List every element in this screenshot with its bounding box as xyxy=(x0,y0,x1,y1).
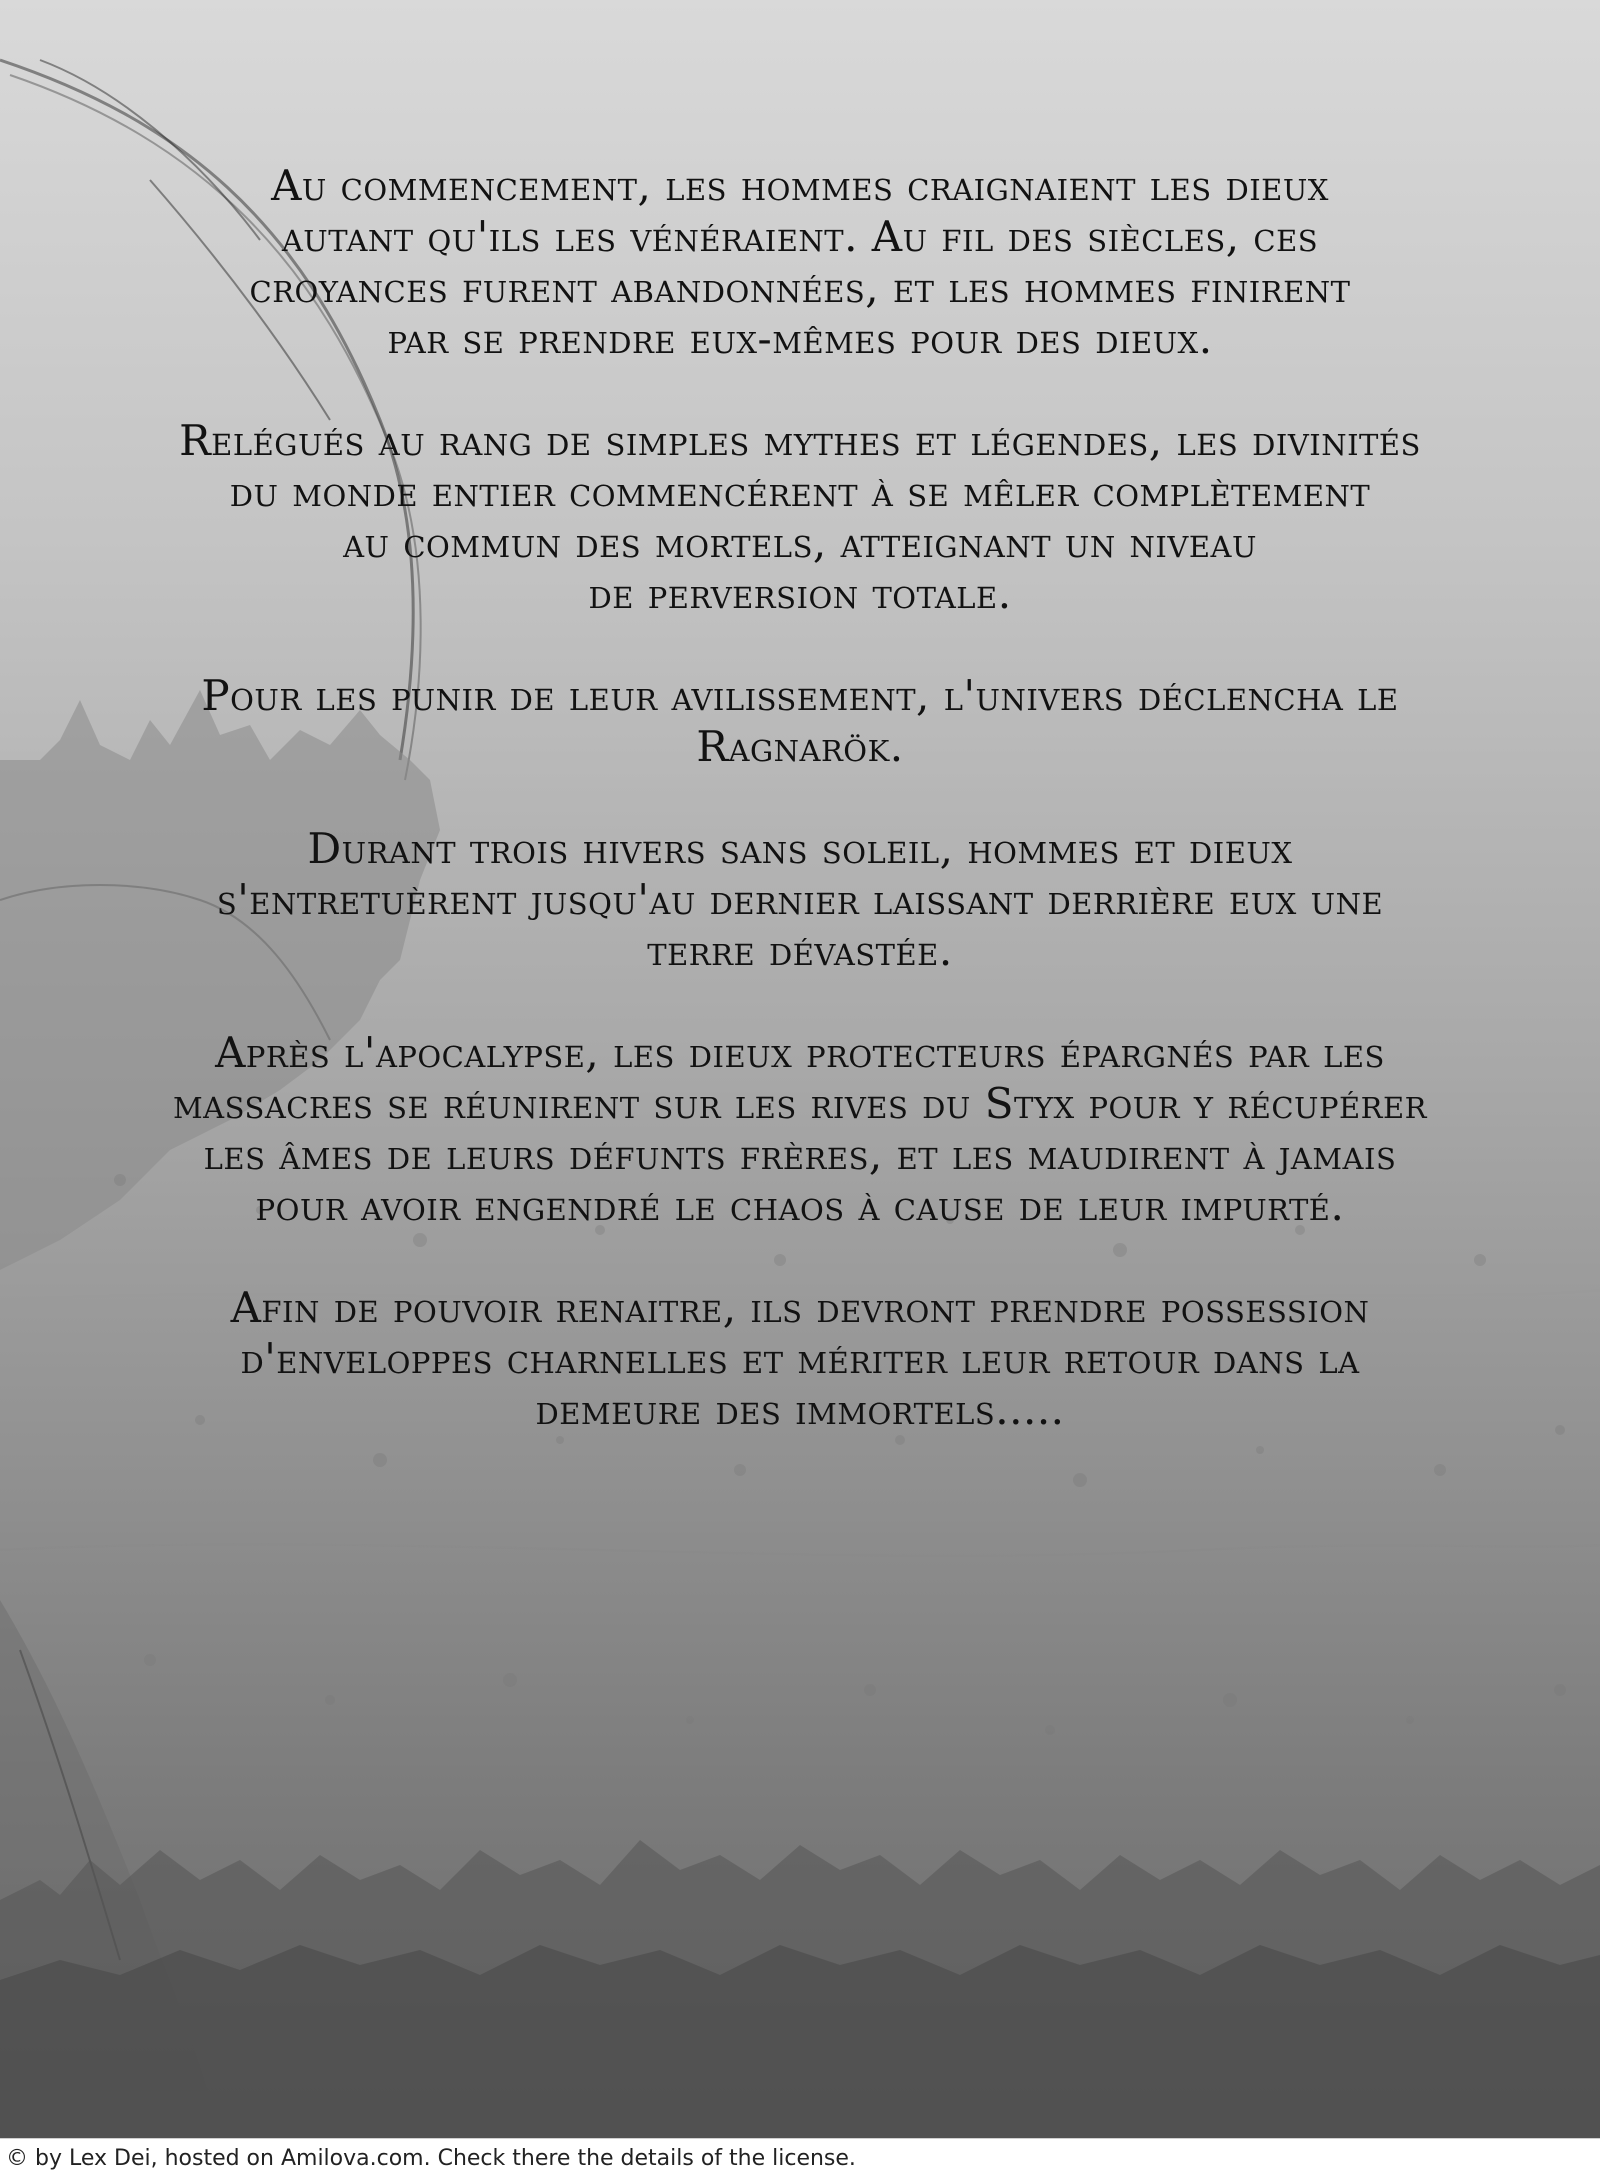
text-line: Durant trois hivers sans soleil, hommes et dieux xyxy=(307,824,1293,873)
text-line: autant qu'ils les vénéraient. Au fil des siècles, ces xyxy=(281,212,1319,261)
story-text xyxy=(0,160,1600,1486)
text-line: terre dévastée. xyxy=(647,926,953,975)
text-line: Pour les punir de leur avilissement, l'univers déclencha le xyxy=(201,671,1399,720)
text-line: pour avoir engendré le chaos à cause de leur impurté. xyxy=(255,1181,1345,1230)
paragraph-6 xyxy=(0,1282,1600,1435)
paragraph-3 xyxy=(0,670,1600,772)
text-line: demeure des immortels..... xyxy=(535,1385,1065,1434)
paragraph-5 xyxy=(0,1027,1600,1231)
paragraph-4 xyxy=(0,823,1600,976)
text-line: du monde entier commencérent à se mêler complètement xyxy=(229,467,1371,516)
text-line: d'enveloppes charnelles et mériter leur retour dans la xyxy=(240,1334,1360,1383)
text-line: massacres se réunirent sur les rives du Styx pour y récupérer xyxy=(172,1079,1428,1128)
text-line: Au commencement, les hommes craignaient les dieux xyxy=(271,161,1329,210)
text-line: les âmes de leurs défunts frères, et les maudirent à jamais xyxy=(203,1130,1397,1179)
license-text: © by Lex Dei, hosted on Amilova.com. Check there the details of the license. xyxy=(6,2146,856,2171)
text-line: Relégués au rang de simples mythes et légendes, les divinités xyxy=(179,416,1421,465)
text-line: croyances furent abandonnées, et les hommes finirent xyxy=(249,263,1351,312)
paragraph-1 xyxy=(0,160,1600,364)
text-line: de perversion totale. xyxy=(588,569,1012,618)
paragraph-2 xyxy=(0,415,1600,619)
text-line: au commun des mortels, atteignant un niveau xyxy=(343,518,1257,567)
text-line: Ragnarök. xyxy=(696,722,904,771)
text-line: s'entretuèrent jusqu'au dernier laissant derrière eux une xyxy=(216,875,1384,924)
text-line: Afin de pouvoir renaitre, ils devront prendre possession xyxy=(230,1283,1370,1332)
text-line: par se prendre eux-mêmes pour des dieux. xyxy=(387,314,1213,363)
text-line: Après l'apocalypse, les dieux protecteurs épargnés par les xyxy=(215,1028,1385,1077)
license-footer xyxy=(0,2138,1600,2176)
